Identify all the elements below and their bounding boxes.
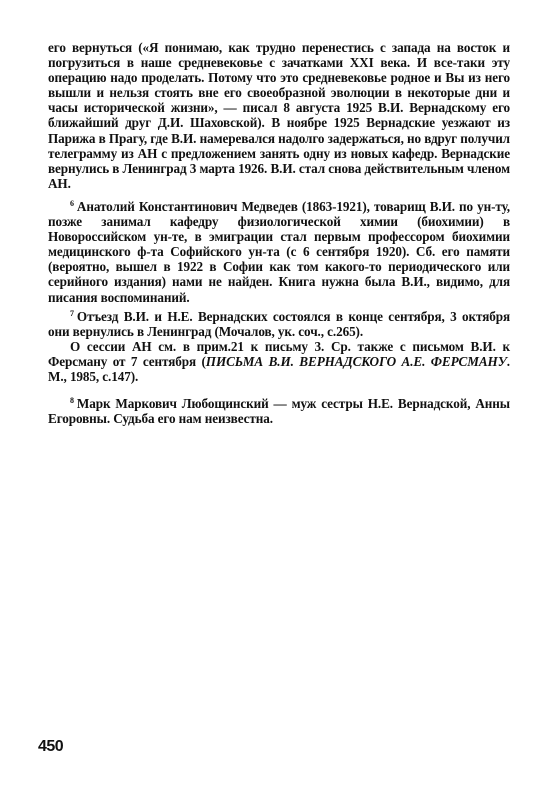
footnote-8-paragraph (48, 396, 510, 426)
footnote-6-paragraph (48, 199, 510, 305)
footnote-6 (48, 199, 510, 305)
footnote-6-marker: 6 (70, 199, 74, 208)
footnote-7-text: Отъезд В.И. и Н.Е. Вернадских состоялся в конце сентября, 3 октября они вернулись в Ленинград (Мочалов, ук. соч., с.265). (48, 309, 510, 340)
page-number: 450 (38, 738, 64, 755)
continuation-text: его вернуться («Я понимаю, как трудно перенестись с запада на восток и погрузиться в наше средневековье с зачатками XXI века. И все-таки эту операцию надо проделать. Потому что это средневековье родное и Вы из него вышли и нельзя стоять вне его своеобразной эволюции в некоторые дни и часы исторической жизни», — писал 8 августа 1925 В.И. Вернадскому его ближайший друг Д.И. Шаховской). В ноябре 1925 Вернадские уезжают из Парижа в Прагу, где В.И. намеревался надолго задержаться, но вдруг получил телеграмму из АН с предложением занять одну из новых кафедр. Вернадские вернулись в Ленинград 3 марта 1926. В.И. стал снова действительным членом АН. (48, 40, 510, 191)
footnote-7-marker: 7 (70, 309, 74, 318)
footnote-7-paragraph (48, 309, 510, 339)
footnote-7-second-after: . М., 1985, с.147). (48, 354, 510, 385)
footnote-8-marker: 8 (70, 396, 74, 405)
footnote-6-text: Анатолий Константинович Медведев (1863-1921), товарищ В.И. по ун-ту, позже занимал кафедру физиологической химии (биохимии) в Новороссийском ун-те, в эмиграции стал первым профессором биохимии медицинского ф-та Софийского ун-та (с 6 сентября 1920). Сб. его памяти (вероятно, вышел в 1922 в Софии как том какого-то периодического или серийного издания) нами не найден. Книга нужна была В.И., видимо, для писания воспоминаний. (48, 199, 510, 305)
footnote-7-second-paragraph (48, 339, 510, 384)
footnote-8-text: Марк Маркович Любощинский — муж сестры Н.Е. Вернадской, Анны Егоровны. Судьба его нам неизвестна. (48, 396, 510, 427)
footnote-7 (48, 309, 510, 384)
body-paragraph-continuation (48, 40, 510, 191)
footnote-7-book-title: ПИСЬМА В.И. ВЕРНАДСКОГО А.Е. ФЕРСМАНУ (205, 354, 507, 370)
footnote-7-second-before: О сессии АН см. в прим.21 к письму 3. Ср. также с письмом В.И. к Ферсману от 7 сентября ( (48, 339, 510, 370)
footnote-8 (48, 396, 510, 426)
